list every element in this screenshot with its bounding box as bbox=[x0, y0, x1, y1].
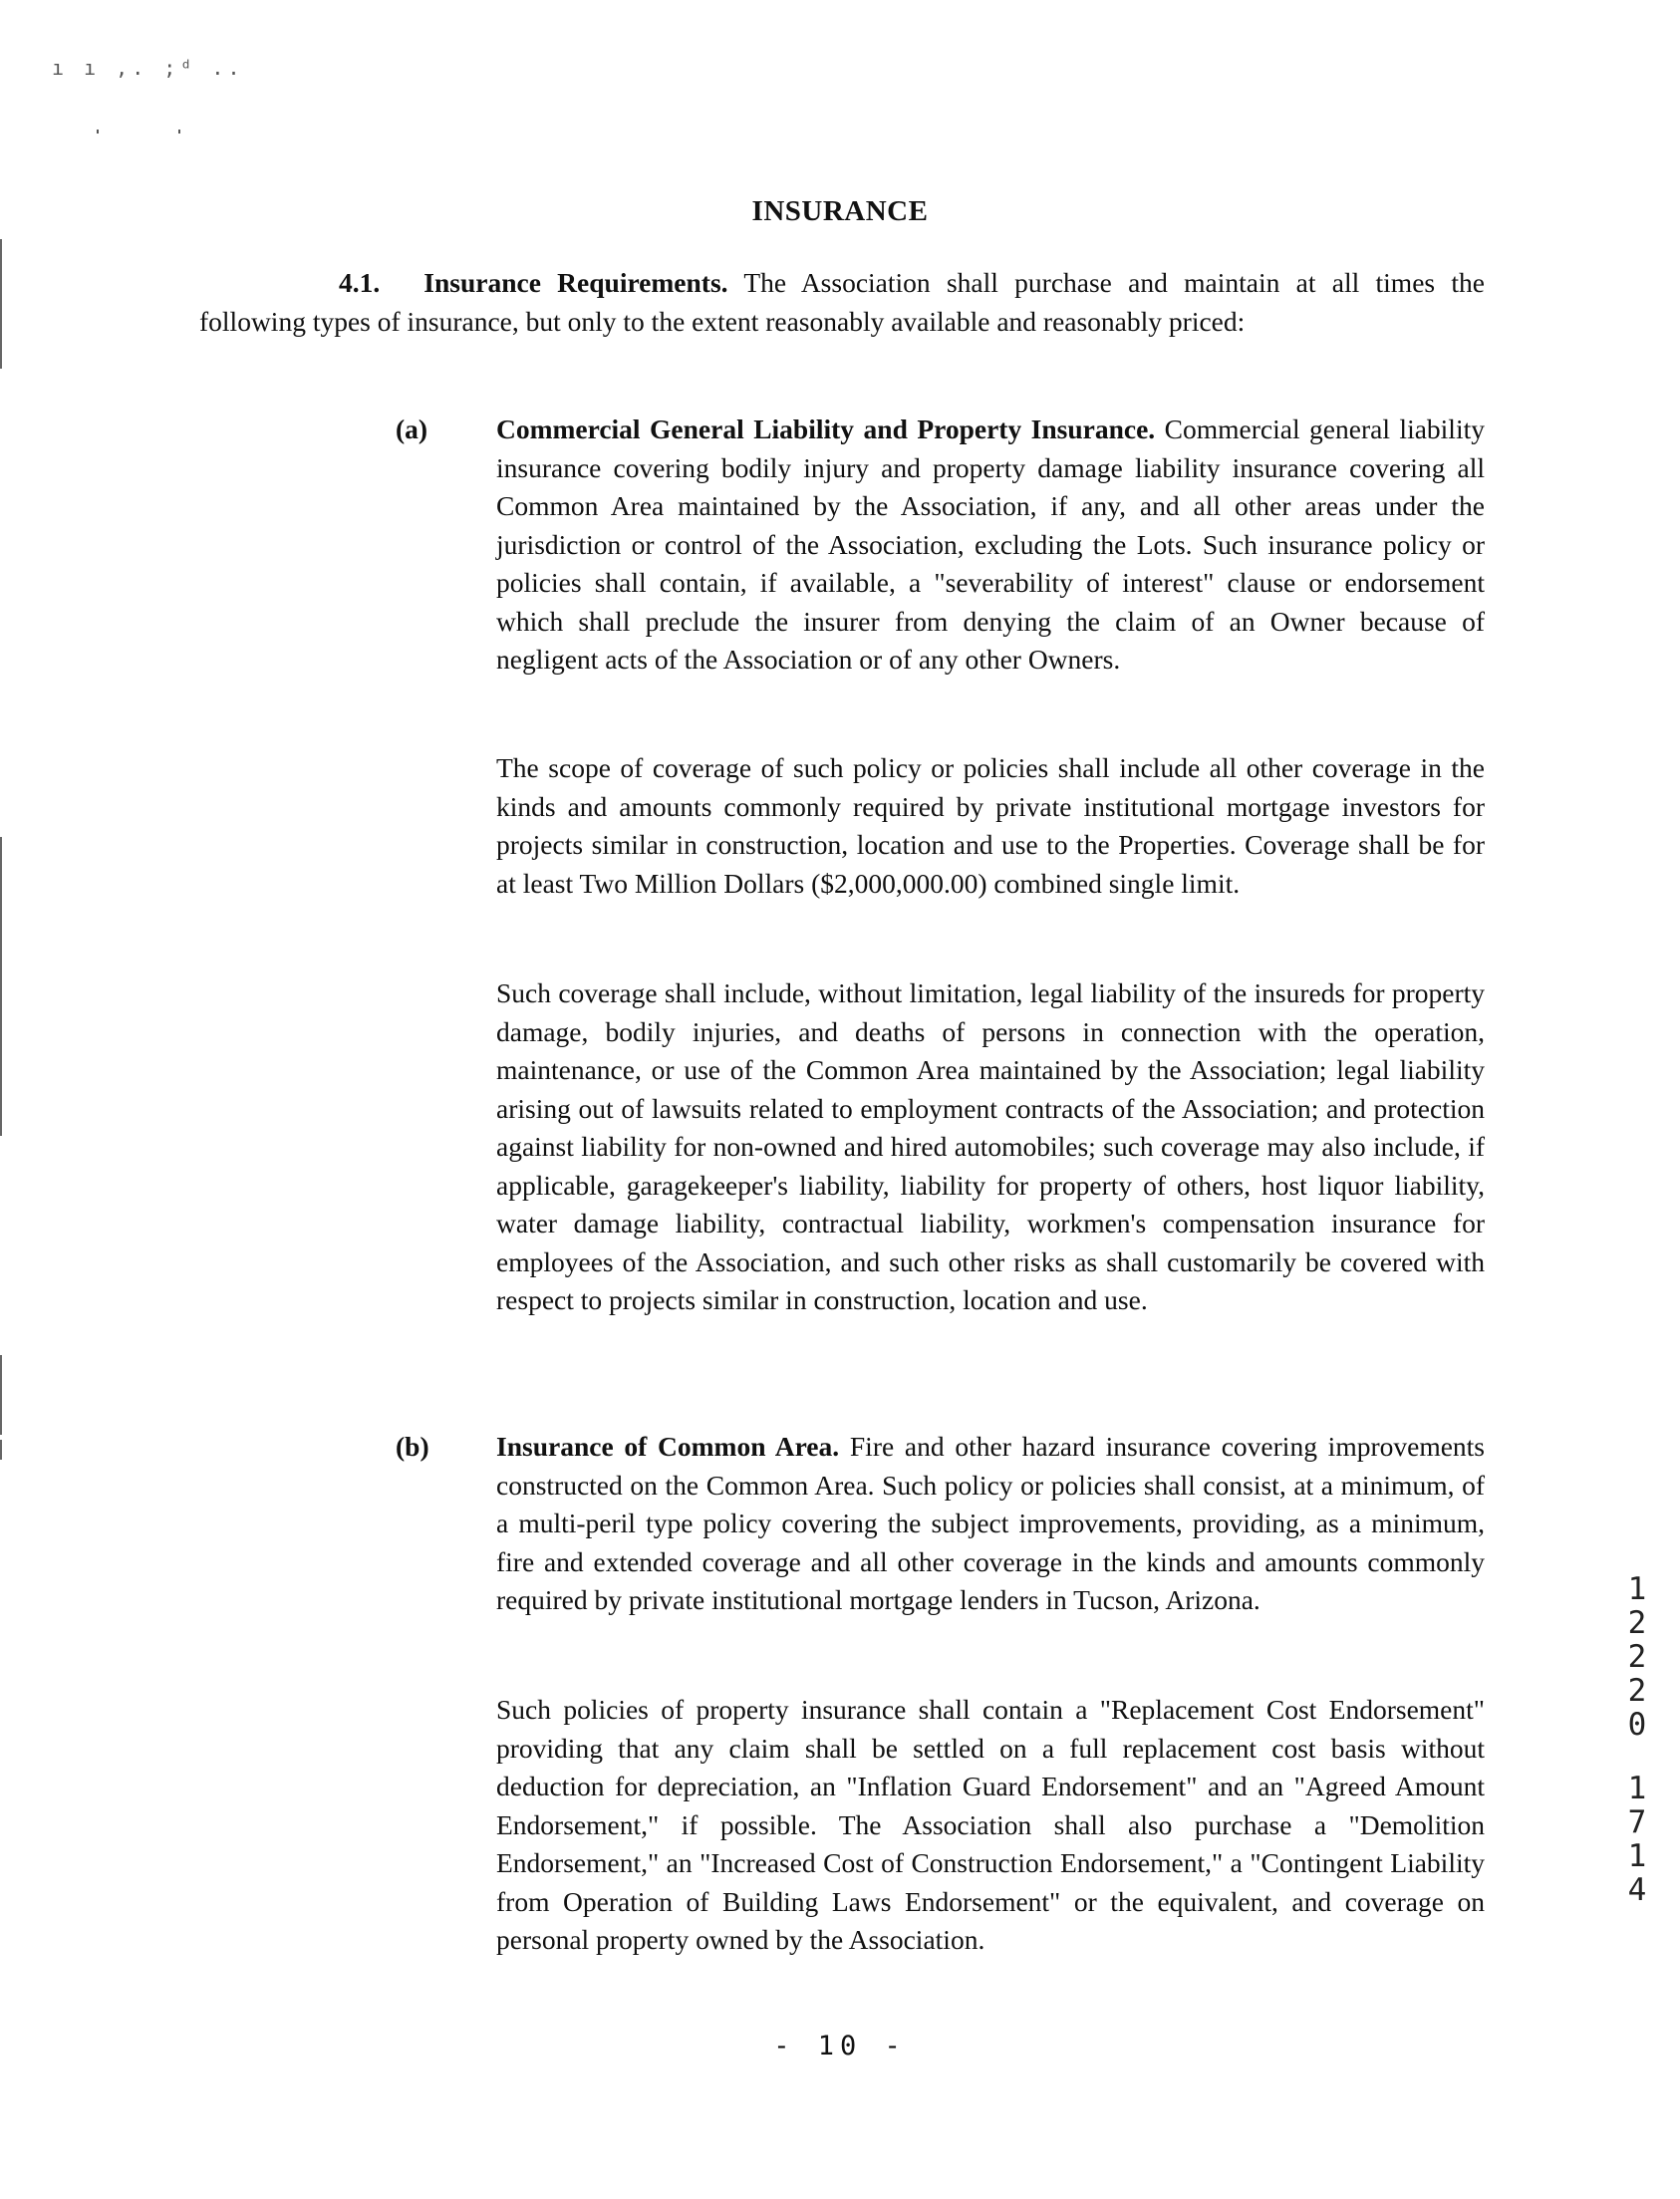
item-b-paragraph-1 bbox=[496, 1428, 1485, 1620]
page-number: - 10 - bbox=[773, 2031, 907, 2062]
item-b-heading: Insurance of Common Area. bbox=[496, 1431, 840, 1462]
stamp-digit: 7 bbox=[1627, 1804, 1647, 1840]
item-a-paragraph-3: Such coverage shall include, without limitation, legal liability of the insureds for property damage, bodily injuries, and deaths of persons in connection with the operation, maintenance, or use of the Common Area maintained by the Association; legal liability arising out of lawsuits related to employment contracts of the Association; and protection against liability for non-owned and hired automobiles; such coverage may also include, if applicable, garagekeeper's liability, liability for property of others, host liquor liability, water damage liability, contractual liability, workmen's compensation insurance for employees of the Association, and such other risks as shall customarily be covered with respect to projects similar in construction, location and use. bbox=[496, 977, 1485, 1315]
item-a-paragraph-2: The scope of coverage of such policy or policies shall include all other coverage in the kinds and amounts commonly required by private institutional mortgage investors for projects similar in construction, location and use to the Properties. Coverage shall be for at least Two Million Dollars ($2,000,000.00) combined single limit. bbox=[496, 752, 1485, 899]
item-a-heading: Commercial General Liability and Property Insurance. bbox=[496, 413, 1156, 444]
scan-edge-line bbox=[0, 1440, 2, 1460]
scan-edge-line bbox=[0, 239, 2, 369]
scan-artifact-dots bbox=[95, 130, 184, 134]
section-4-1-paragraph bbox=[199, 264, 1485, 341]
scan-edge-line bbox=[0, 1355, 2, 1435]
item-a-text-1: Commercial general liability insurance covering bodily injury and property damage liability insurance covering all Common Area maintained by the Association, if any, and all other areas under the jurisdiction or control of the Association, excluding the Lots. Such insurance policy or policies shall contain, if available, a "severability of interest" clause or endorsement which shall preclude the insurer from denying the claim of an Owner because of negligent acts of the Association or of any other Owners. bbox=[496, 413, 1485, 675]
item-b-label: (b) bbox=[396, 1431, 429, 1462]
item-b-paragraph-2: Such policies of property insurance shall contain a "Replacement Cost Endorsement" providing that any claim shall be settled on a full replacement cost basis without deduction for depreciation, an "Inflation Guard Endorsement" and an "Agreed Amount Endorsement," if possible. The Association shall also purchase a "Demolition Endorsement," an "Increased Cost of Construction Endorsement," a "Contingent Liability from Operation of Building Laws Endorsement" or the equivalent, and coverage on personal property owned by the Association. bbox=[496, 1694, 1485, 1955]
page-title: INSURANCE bbox=[751, 195, 929, 227]
stamp-digit: 2 bbox=[1627, 1639, 1647, 1675]
item-a-label: (a) bbox=[396, 413, 428, 444]
recording-page-stamp bbox=[1620, 1772, 1654, 1907]
item-b-text-1: Fire and other hazard insurance covering improvements constructed on the Common Area. Such policy or policies shall consist, at a minimum, of a multi-peril type policy covering the subject improvements, providing, as a minimum, fire and extended coverage and all other coverage in the kinds and amounts commonly required by private institutional mortgage lenders in Tucson, Arizona. bbox=[496, 1431, 1486, 1615]
stamp-digit: 0 bbox=[1627, 1707, 1647, 1743]
stamp-digit: 1 bbox=[1627, 1838, 1647, 1874]
section-number: 4.1. bbox=[339, 267, 381, 298]
scan-artifact-marks: ı ı ,. ;ᵈ .. bbox=[52, 56, 244, 80]
stamp-digit: 1 bbox=[1627, 1571, 1647, 1607]
section-heading: Insurance Requirements. bbox=[423, 267, 728, 298]
stamp-digit: 2 bbox=[1627, 1673, 1647, 1709]
section-text: The Association shall purchase and maintain at all times the following types of insurance, but only to the extent reasonably available and reasonably priced: bbox=[199, 267, 1485, 337]
stamp-digit: 4 bbox=[1627, 1872, 1647, 1908]
stamp-digit: 1 bbox=[1627, 1771, 1647, 1806]
recording-docket-stamp bbox=[1620, 1572, 1654, 1742]
scan-edge-line bbox=[0, 837, 2, 1136]
item-a-paragraph-1 bbox=[496, 411, 1485, 680]
stamp-digit: 2 bbox=[1627, 1605, 1647, 1641]
